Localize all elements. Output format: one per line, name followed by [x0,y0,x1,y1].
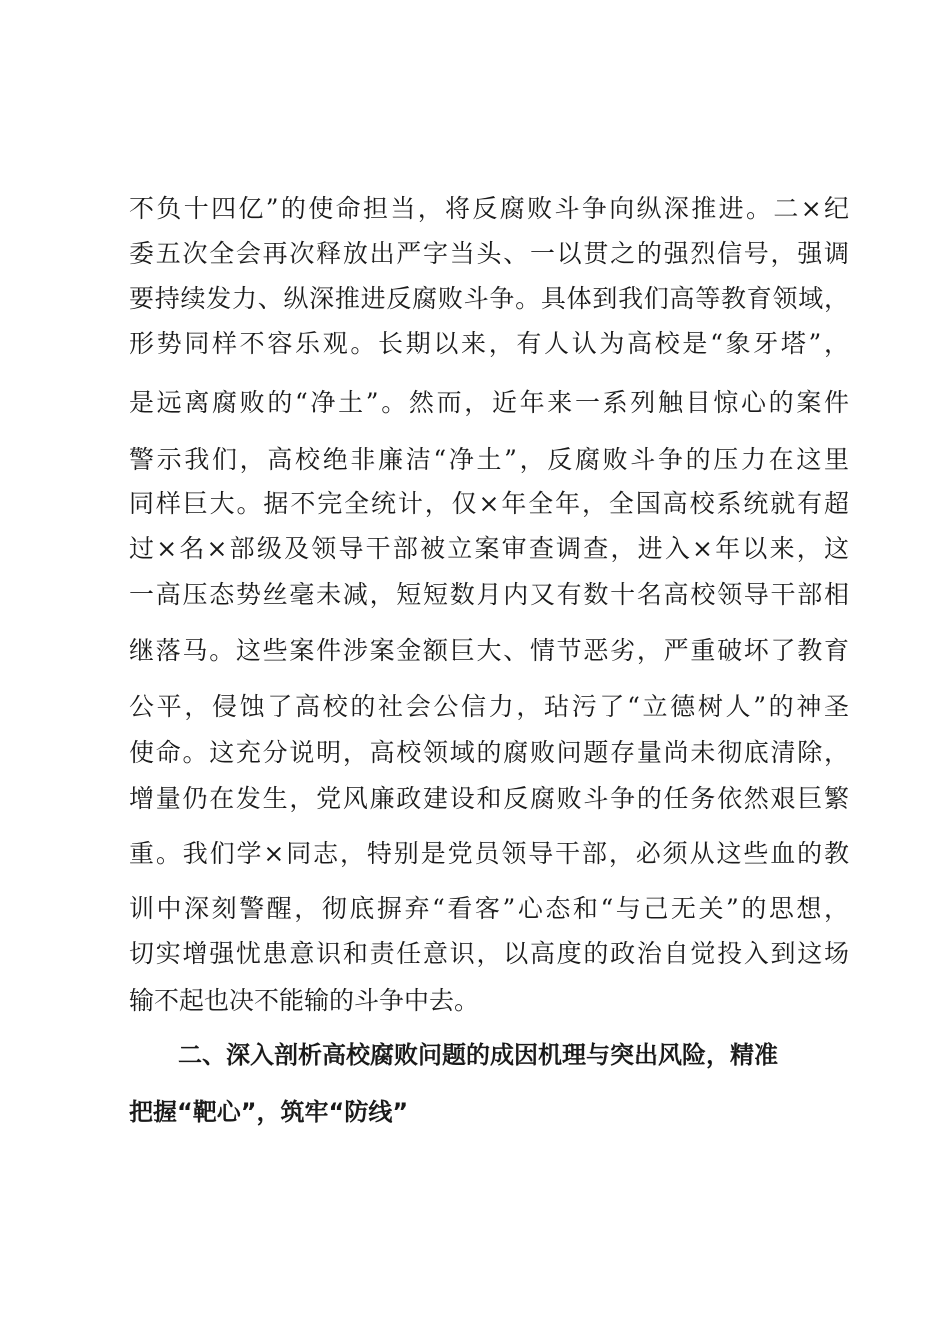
body-line-6: 警示我们，高校绝非廉洁“净土”，反腐败斗争的压力在这里 [129,445,849,474]
body-line-1: 不负十四亿”的使命担当，将反腐败斗争向纵深推进。二×纪 [129,194,849,223]
body-line-12: 使命。这充分说明，高校领域的腐败问题存量尚未彻底清除， [129,738,849,767]
body-line-2: 委五次全会再次释放出严字当头、一以贯之的强烈信号，强调 [129,239,849,268]
body-line-3: 要持续发力、纵深推进反腐败斗争。具体到我们高等教育领域， [129,284,849,313]
body-line-14: 重。我们学×同志，特别是党员领导干部，必须从这些血的教 [129,839,849,868]
body-line-5: 是远离腐败的“净土”。然而，近年来一系列触目惊心的案件 [129,388,849,417]
section-heading-line-2: 把握“靶心”，筑牢“防线” [129,1098,409,1126]
body-line-4: 形势同样不容乐观。长期以来，有人认为高校是“象牙塔”， [129,329,849,358]
body-line-8: 过×名×部级及领导干部被立案审查调查，进入×年以来，这 [129,534,849,563]
body-line-10: 继落马。这些案件涉案金额巨大、情节恶劣，严重破坏了教育 [129,636,849,665]
section-heading-line-1: 二、深入剖析高校腐败问题的成因机理与突出风险，精准 [178,1041,778,1069]
body-line-17: 输不起也决不能输的斗争中去。 [129,986,480,1015]
body-line-9: 一高压态势丝毫未减，短短数月内又有数十名高校领导干部相 [129,580,849,609]
body-line-16: 切实增强忧患意识和责任意识，以高度的政治自觉投入到这场 [129,939,849,968]
body-line-15: 训中深刻警醒，彻底摒弃“看客”心态和“与己无关”的思想， [129,894,849,923]
body-line-7: 同样巨大。据不完全统计，仅×年全年，全国高校系统就有超 [129,489,849,518]
body-line-13: 增量仍在发生，党风廉政建设和反腐败斗争的任务依然艰巨繁 [129,784,849,813]
body-line-11: 公平，侵蚀了高校的社会公信力，玷污了“立德树人”的神圣 [129,692,849,721]
